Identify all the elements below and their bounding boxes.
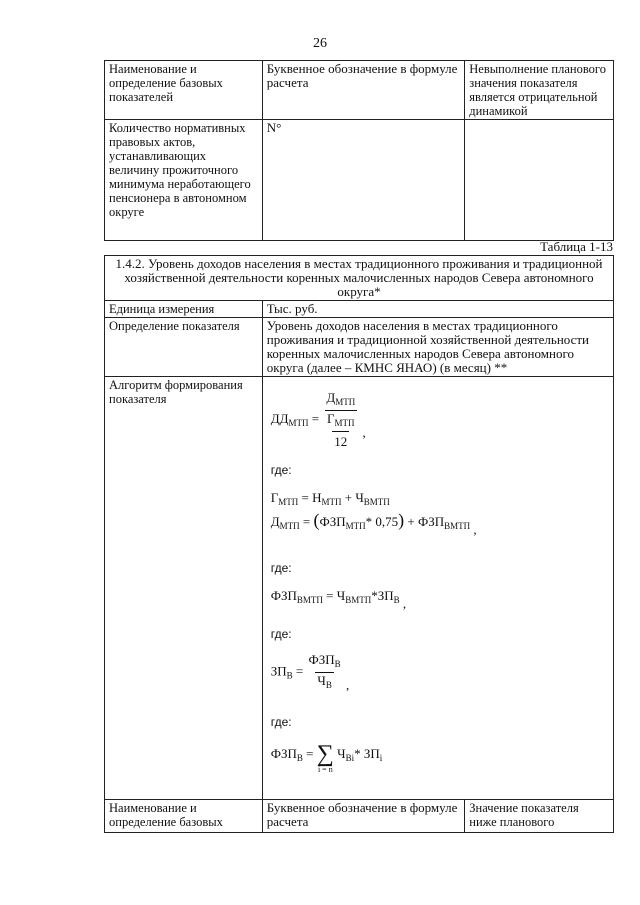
formula-g: $Г_{МТП} = Н_{МТП} + Ч_{ВМТП}$ [270, 490, 390, 507]
formula-dd-fraction: $\frac{\frac{Д_{МТП}}{Г_{МТП}}}{12}$ [326, 390, 356, 449]
indicator-table [104, 255, 614, 833]
formula-dd-inner-fraction: $\frac{Д_{МТП}}{Г_{МТП}}$ [326, 390, 356, 428]
table-header-row [105, 61, 614, 120]
formula-d: $Д_{МТП} = (ФЗП_{МТП}*$ $0,75) + ФЗП_{ВМТП}$ , [270, 510, 477, 537]
row-dynamics-cell [465, 120, 614, 241]
where-label: где: [270, 715, 292, 729]
formula-fzp-v: $ФЗП_В$ = ∑ i = n $Ч_{Вi}*$ $ЗП_i$ [270, 741, 383, 774]
definition-value: Уровень доходов населения в местах традиционного проживания и традиционной хозяйственной деятельности коренных малочисленных народов Севера автономного округа (далее – КМНС ЯНАО) (в месяц) ** [262, 318, 613, 377]
header-name-cell: Наименование и определение базовых показателей [105, 61, 263, 120]
unit-label: Единица измерения [105, 301, 263, 318]
footer-row [105, 800, 614, 833]
formula-dd: $ДД_{МТП}$ = $\frac{\frac{Д_{МТП}}{Г_{МТП}}}{12}$ , [270, 390, 366, 449]
header-dynamics-cell: Невыполнение планового значения показателя является отрицательной динамикой [465, 61, 614, 120]
formula-zp-fraction: $\frac{ФЗП_В}{Ч_В}$ [308, 652, 341, 690]
indicator-title: 1.4.2. Уровень доходов населения в местах традиционного проживания и традиционной хозяйственной деятельности коренных малочисленных народов Севера автономного округа* [105, 256, 614, 301]
footer-value-cell: Значение показателя ниже планового [465, 800, 614, 833]
row-name-cell: Количество нормативных правовых актов, устанавливающих величину прожиточного минимума неработающего пенсионера в автономном округе [105, 120, 263, 241]
definition-row [105, 318, 614, 377]
footer-name-cell: Наименование и определение базовых [105, 800, 263, 833]
formula-fzp-vmtp: $ФЗП_{ВМТП} = Ч_{ВМТП}*ЗП_В$ , [270, 588, 407, 611]
algorithm-formulas [262, 377, 613, 800]
unit-row [105, 301, 614, 318]
where-label: где: [270, 463, 292, 477]
algorithm-row [105, 377, 614, 800]
base-indicators-table [104, 60, 614, 241]
algorithm-label: Алгоритм формирования показателя [105, 377, 263, 800]
definition-label: Определение показателя [105, 318, 263, 377]
sum-operator: ∑ i = n [316, 741, 334, 774]
sigma-icon: ∑ [316, 741, 334, 767]
where-label: где: [270, 627, 292, 641]
footer-letter-cell: Буквенное обозначение в формуле расчета [262, 800, 465, 833]
row-letter-cell: N° [262, 120, 464, 241]
page-number: 26 [313, 36, 327, 51]
where-label: где: [270, 561, 292, 575]
formula-zp: $ЗП_В$ = $\frac{ФЗП_В}{Ч_В}$ , [270, 652, 350, 693]
table-row [105, 120, 614, 241]
unit-value: Тыс. руб. [262, 301, 613, 318]
header-letter-cell: Буквенное обозначение в формуле расчета [262, 61, 464, 120]
title-row [105, 256, 614, 301]
table-caption: Таблица 1-13 [540, 239, 613, 254]
